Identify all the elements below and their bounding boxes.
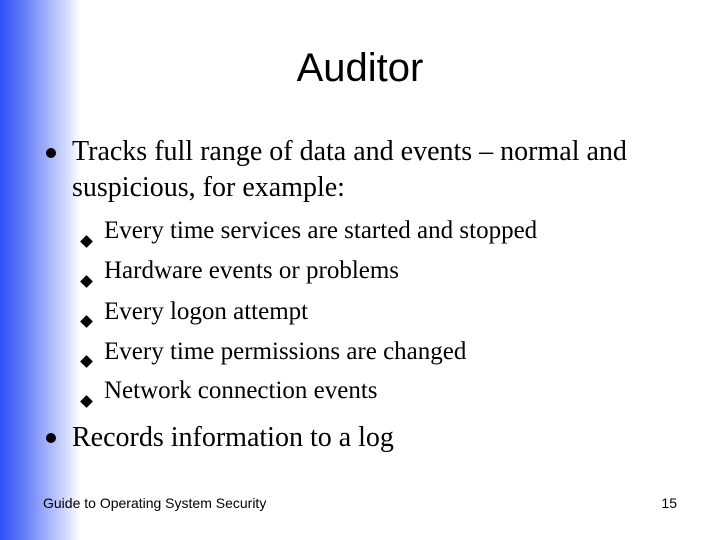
bullet-dot-icon — [46, 148, 56, 158]
slide-title: Auditor — [296, 46, 424, 90]
bullet-text: Records information to a log — [72, 422, 394, 453]
sub-bullet-text: Every time permissions are changed — [104, 338, 467, 365]
bullet-text: Tracks full range of data and events – normal and suspicious, for example: — [72, 136, 627, 203]
diamond-bullet-icon — [80, 315, 93, 328]
diamond-bullet-icon — [80, 275, 93, 288]
diamond-bullet-icon — [80, 395, 93, 408]
footer-course-title: Guide to Operating System Security — [43, 495, 267, 511]
sub-bullet-text: Every logon attempt — [104, 298, 309, 325]
sub-bullet-text: Hardware events or problems — [104, 257, 400, 284]
sub-bullet-text: Network connection events — [104, 377, 378, 404]
diamond-bullet-icon — [80, 235, 93, 248]
sub-bullet-text: Every time services are started and stopped — [104, 217, 538, 244]
diamond-bullet-icon — [80, 355, 93, 368]
page-number: 15 — [661, 495, 677, 511]
bullet-dot-icon — [46, 433, 56, 443]
